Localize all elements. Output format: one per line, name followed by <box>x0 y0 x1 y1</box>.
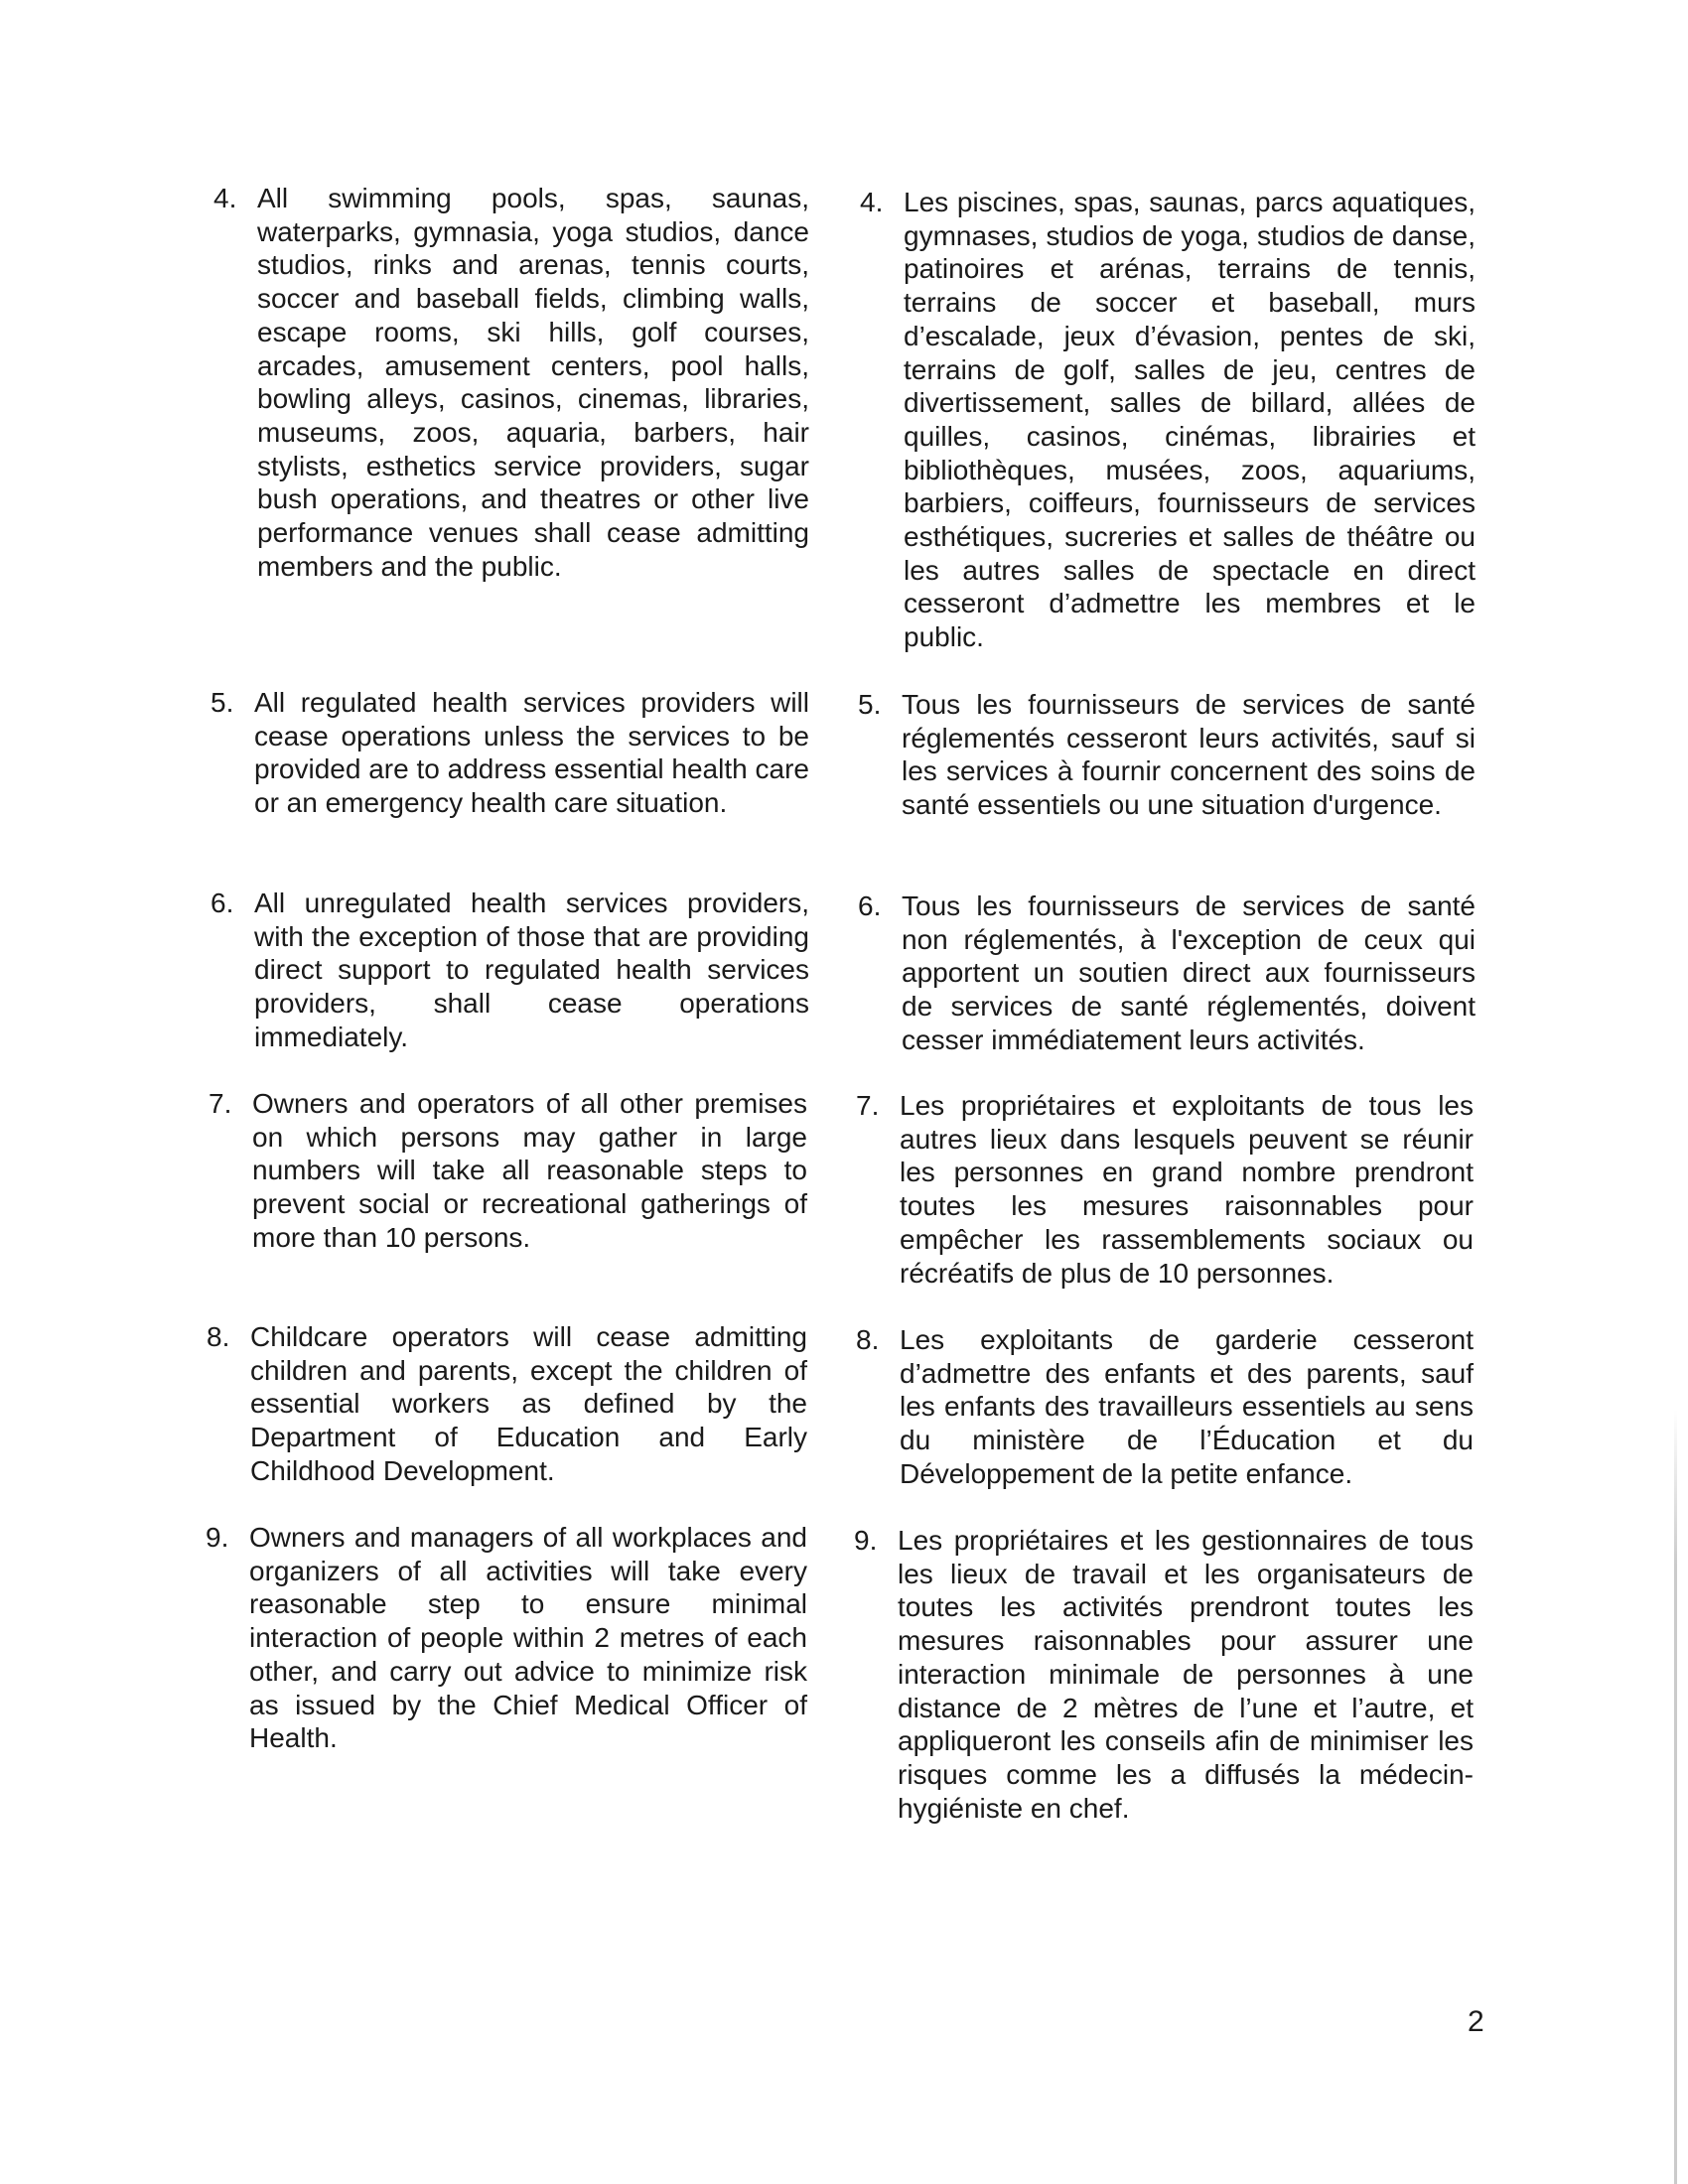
english-item-4 <box>213 182 809 583</box>
item-number: 7. <box>856 1090 880 1121</box>
item-number: 8. <box>856 1324 880 1355</box>
french-item-7 <box>856 1089 1474 1290</box>
item-text: Tous les fournisseurs de services de santé non réglementés, à l'exception de ceux qui apportent un soutien direct aux fournisseurs de services de santé réglementés, doivent cesser immédiatement leurs activités. <box>902 890 1476 1055</box>
item-text: Tous les fournisseurs de services de santé réglementés cesseront leurs activités, sauf si les services à fournir concernent des soins de santé essentiels ou une situation d'urgence. <box>902 689 1476 821</box>
item-text: All regulated health services providers will cease operations unless the services to be provided are to address essential health care or an emergency health care situation. <box>254 687 809 819</box>
item-number: 9. <box>854 1525 878 1556</box>
english-item-8 <box>207 1320 807 1488</box>
item-text: All swimming pools, spas, saunas, waterparks, gymnasia, yoga studios, dance studios, rinks and arenas, tennis courts, soccer and baseball fields, climbing walls, escape rooms, ski hills, golf courses, arcades, amusement centers, pool halls, bowling alleys, casinos, cinemas, libraries, museums, zoos, aquaria, barbers, hair stylists, esthetics service providers, sugar bush operations, and theatres or other live performance venues shall cease admitting members and the public. <box>257 183 809 582</box>
item-number: 5. <box>211 687 234 718</box>
item-number: 6. <box>858 890 882 921</box>
item-number: 4. <box>213 183 237 213</box>
item-number: 6. <box>211 887 234 918</box>
item-text: Owners and operators of all other premises on which persons may gather in large numbers will take all reasonable steps to prevent social or recreational gatherings of more than 10 persons. <box>252 1088 807 1253</box>
item-text: Les piscines, spas, saunas, parcs aquatiques, gymnases, studios de yoga, studios de danse, patinoires et arénas, terrains de tennis, terrains de soccer et baseball, murs d’escalade, jeux d’évasion, pentes de ski, terrains de golf, salles de jeu, centres de divertissement, salles de billard, allées de quilles, casinos, cinémas, librairies et bibliothèques, musées, zoos, aquariums, barbiers, coiffeurs, fournisseurs de services esthétiques, sucreries et salles de théâtre ou les autres salles de spectacle en direct cesseront d’admettre les membres et le public. <box>904 187 1476 653</box>
scan-edge-shadow <box>1674 1410 1677 2184</box>
page-number: 2 <box>1468 2005 1484 2038</box>
item-number: 7. <box>209 1088 232 1119</box>
item-text: Les propriétaires et exploitants de tous les autres lieux dans lesquels peuvent se réunir les personnes en grand nombre prendront toutes les mesures raisonnables pour empêcher les rassemblements sociaux ou récréatifs de plus de 10 personnes. <box>900 1090 1474 1289</box>
french-item-9 <box>854 1524 1474 1825</box>
english-item-5 <box>211 686 809 820</box>
english-item-9 <box>206 1521 807 1755</box>
french-item-4 <box>860 186 1476 654</box>
french-item-6 <box>858 889 1476 1057</box>
french-item-5 <box>858 688 1476 822</box>
item-text: Les propriétaires et les gestionnaires de tous les lieux de travail et les organisateurs de toutes les activités prendront toutes les mesures raisonnables pour assurer une interaction minimale de personnes à une distance de 2 mètres de l’une et l’autre, et appliqueront les conseils afin de minimiser les risques comme les a diffusés la médecin-hygiéniste en chef. <box>898 1525 1474 1824</box>
english-item-7 <box>209 1087 807 1255</box>
item-text: Owners and managers of all workplaces and organizers of all activities will take every reasonable step to ensure minimal interaction of people within 2 metres of each other, and carry out advice to minimize risk as issued by the Chief Medical Officer of Health. <box>249 1522 807 1754</box>
item-text: All unregulated health services providers, with the exception of those that are providing direct support to regulated health services providers, shall cease operations immediately. <box>254 887 809 1052</box>
item-number: 5. <box>858 689 882 720</box>
french-item-8 <box>856 1323 1474 1491</box>
english-item-6 <box>211 887 809 1054</box>
item-number: 8. <box>207 1321 230 1352</box>
item-text: Childcare operators will cease admitting children and parents, except the children of essential workers as defined by the Department of Education and Early Childhood Development. <box>250 1321 807 1486</box>
item-number: 4. <box>860 187 884 217</box>
item-text: Les exploitants de garderie cesseront d’admettre des enfants et des parents, sauf les enfants des travailleurs essentiels au sens du ministère de l’Éducation et du Développement de la petite enfance. <box>900 1324 1474 1489</box>
item-number: 9. <box>206 1522 229 1553</box>
